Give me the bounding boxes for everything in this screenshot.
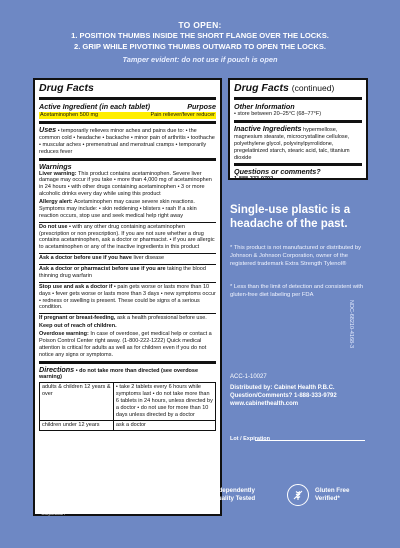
inactive-heading: Inactive Ingredients xyxy=(234,124,302,133)
badge-compostable-line2: & Plastic Free xyxy=(116,495,157,502)
open-step-2: 2. GRIP WHILE PIVOTING THUMBS OUTWARD TO OPEN THE LOCKS. xyxy=(73,42,326,51)
overdose-warning xyxy=(39,331,216,359)
open-step-1: 1. POSITION THUMBS INSIDE THE SHORT FLANGE OVER THE LOCKS. xyxy=(71,31,329,40)
gluten-note: * Less than the limit of detection and consistent with gluten-free diet labeling per FDA xyxy=(230,284,364,298)
active-purpose: Pain reliever/fever reducer xyxy=(150,112,215,119)
liver-warning-text: This product contains acetaminophen. Severe liver damage may occur if you take • more than 4,000 mg of acetaminophen in 24 hours • with other drugs containing acetaminophen • 3 or more alcoholic drinks every day while using this product xyxy=(39,170,212,198)
ask-doctor-text: liver disease xyxy=(133,255,165,262)
badge-gluten-line1: Gluten Free xyxy=(315,486,350,494)
allergy-alert xyxy=(39,199,216,220)
directions-header xyxy=(39,365,216,382)
badge-gluten-line2: Verified* xyxy=(315,495,340,502)
badge-tested-line1: Independently xyxy=(213,486,255,494)
uses-text: • temporarily relieves minor aches and pains due to: • the common cold • headache • backache • minor pain of arthritis • toothache • muscular aches • premenstrual and menstrual cramps • temporarily reduces fever xyxy=(39,128,215,155)
b-corp-logo xyxy=(33,476,73,516)
active-ingredient: Acetaminophen 500 mg xyxy=(40,112,99,119)
directions-how: • take 2 tablets every 6 hours while symptoms last • do not take more than 6 tablets in 24 hours, unless directed by a doctor • do not use for more than 10 days unless directed by a doctor xyxy=(113,383,215,420)
drug-facts-title: Drug Facts xyxy=(39,82,216,100)
do-not-use-text: • with any other drug containing acetaminophen (prescription or non prescription). If you are not sure whether a drug contains acetaminophen, ask a doctor or pharmacist. • if you are allergic to acetaminophen or any of the inactive ingredients in this product xyxy=(39,223,215,251)
other-info-heading: Other Information xyxy=(234,102,295,112)
directions-how: ask a doctor xyxy=(113,420,215,430)
questions-phone: 1-888-333-9792 xyxy=(234,176,274,183)
directions-who: adults & children 12 years & over xyxy=(40,383,114,420)
drug-facts-continued-panel xyxy=(228,78,368,183)
lot-line xyxy=(255,440,365,441)
distributor-website: www.cabinethealth.com xyxy=(230,401,299,408)
distributor-line: Distributed by: Cabinet Health P.B.C. xyxy=(230,385,335,391)
b-corp-icon: B xyxy=(40,483,66,509)
active-ingredient-heading: Active Ingredient (in each tablet) xyxy=(39,102,151,112)
lot-expiration: Lot / Expiration xyxy=(230,436,271,442)
pregnancy-warning xyxy=(39,315,216,322)
ask-doctor xyxy=(39,255,216,262)
liver-warning xyxy=(39,171,216,199)
directions-table xyxy=(39,382,216,430)
questions-heading: Questions or comments? xyxy=(234,167,321,177)
do-not-use-label: Do not use xyxy=(39,223,68,230)
active-ingredient-header xyxy=(39,102,216,111)
uses-heading: Uses xyxy=(39,125,57,134)
stop-use xyxy=(39,284,216,312)
compostable-badge xyxy=(88,484,157,506)
ask-pharmacist xyxy=(39,266,216,280)
uses-section xyxy=(39,125,216,156)
badge-tested-line2: Quality Tested xyxy=(213,495,256,502)
trademark-note: * This product is not manufactured or distributed by Johnson & Johnson Corporation, owner of the registered trademark Extra Strength Tylenol® xyxy=(230,245,362,267)
badge-compostable-line1: Compostable xyxy=(116,486,156,494)
table-row xyxy=(40,420,216,430)
overdose-text: In case of overdose, get medical help or contact a Poison Control Center right away. (1-800-222-1222) Quick medical attention is critical for adults as well as for children even if you do not notice any signs or symptoms. xyxy=(39,331,212,358)
drug-facts-panel xyxy=(33,78,222,516)
stop-use-label: Stop use and ask a doctor if xyxy=(39,283,113,290)
corporation-label: Corporation xyxy=(41,511,65,516)
acc-code: ACC-1-10027 xyxy=(230,374,267,380)
do-not-use xyxy=(39,224,216,252)
wheat-icon xyxy=(287,484,309,506)
purpose-heading: Purpose xyxy=(187,102,216,112)
allergy-alert-label: Allergy alert: xyxy=(39,199,73,205)
pregnancy-label: If pregnant or breast-feeding, xyxy=(39,315,116,322)
plastic-headline: Single-use plastic is a headache of the past. xyxy=(230,204,351,230)
drug-facts-continued-title-text: Drug Facts xyxy=(234,82,289,94)
pregnancy-text: ask a health professional before use. xyxy=(116,315,207,322)
directions-heading: Directions xyxy=(39,364,75,374)
ask-pharmacist-label: Ask a doctor or pharmacist before use if you are xyxy=(39,266,166,272)
stop-use-text: • pain gets worse or lasts more than 10 days • fever gets worse or lasts more than 3 days • new symptoms occur • redness or swelling is present. These could be signs of a serious condition. xyxy=(39,283,216,311)
table-row xyxy=(40,383,216,420)
checklist-icon xyxy=(185,484,207,506)
gluten-free-badge xyxy=(287,484,349,506)
certified-label: Certified xyxy=(42,476,64,482)
quality-tested-badge xyxy=(185,484,255,506)
allergy-alert-text: Acetaminophen may cause severe skin reactions. Symptoms may include: • skin reddening • blisters • rash If a skin reaction occurs, stop use and seek medical help right away xyxy=(39,199,197,219)
keep-out-of-reach: Keep out of reach of children. xyxy=(39,323,117,330)
other-info-text: • store between 20–25°C (68–77°F) xyxy=(234,111,322,118)
distributor-questions: Question/Comments? 1-888-333-9792 xyxy=(230,393,337,400)
drug-facts-continued-title xyxy=(234,82,362,100)
directions-note: • do not take more than directed (see overdose warning) xyxy=(39,367,199,381)
ask-doctor-label: Ask a doctor before use if you have xyxy=(39,255,132,262)
continued-suffix: (continued) xyxy=(291,83,335,93)
leaf-icon xyxy=(88,484,110,506)
distributor-info xyxy=(230,384,380,408)
warnings-heading: Warnings xyxy=(39,161,72,171)
active-ingredient-row xyxy=(39,112,216,119)
liver-warning-label: Liver warning: xyxy=(39,170,77,177)
tamper-warning: Tamper evident: do not use if pouch is open xyxy=(122,55,278,64)
ask-pharmacist-text: taking the blood thinning drug warfarin xyxy=(39,266,206,279)
inactive-ingredients xyxy=(234,124,362,161)
inactive-text: hypermellose, magnesium stearate, microcrystalline cellulose, polyethylene glycol, polyvinylpyrrolidone, pregelatinized starch, stearic acid, talc, titanium dioxide xyxy=(234,127,350,161)
ndc-code: NDC-68210-4168-3 xyxy=(348,300,354,348)
directions-who: children under 12 years xyxy=(40,420,114,430)
to-open-heading: TO OPEN: xyxy=(178,20,222,30)
overdose-label: Overdose warning: xyxy=(39,331,89,337)
